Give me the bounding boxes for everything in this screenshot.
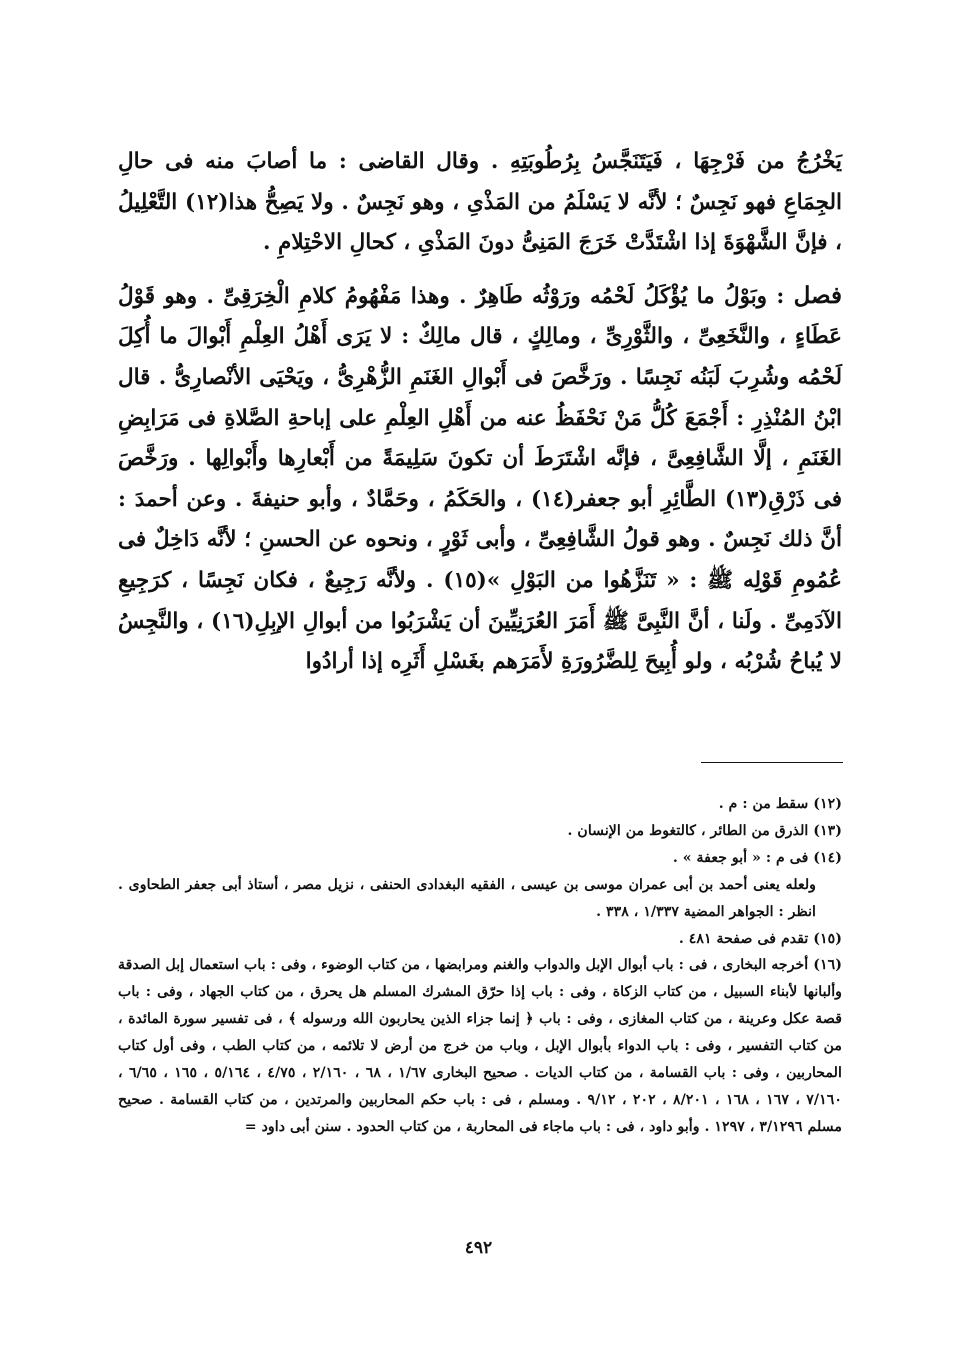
footnote-15: (١٥) تقدم فى صفحة ٤٨١ . — [678, 930, 842, 947]
fasl-text: : وبَوْلُ ما يُؤْكَلُ لَحْمُه ورَوْثُه طَاهِرٌ . وهذا مَفْهُومُ كلامِ الْخِرَقِىِّ . وهو قَوْلُ عَطَاءٍ ، والنَّخَعِىِّ ، والثَّوْرِىِّ ، ومالِكٍ ، قال مالِكٌ : لا يَرَى أَهْلُ العِلْمِ أَبْوالَ ما أُكِلَ لَحْمُه وشُرِبَ لَبَنُه نَجِسًا . ورَخَّصَ فى أَبْوالِ الغَنَمِ الزُّهْرِىُّ ، ويَحْيَى الأنْصارِىُّ . قال ابْنُ المُنْذِرِ : أَجْمَعَ كُلُّ مَنْ نَحْفَظُ عنه من أَهْلِ العِلْمِ على إباحةِ الصَّلاةِ فى مَرَابِضِ الغَنَمِ ، إلَّا الشَّافِعِىَّ ، فإنَّه اشْتَرَطَ أن تكونَ سَلِيمَةً من أَبْعارِها وأَبْوالِها . ورَخَّصَ فى ذَرْقِ(١٣) الطَّائِرِ أبو جعفر(١٤) ، والحَكَمُ ، وحَمَّادٌ ، وأبو حنيفةَ . وعن أحمدَ : أنَّ ذلك نَجِسٌ . وهو قولُ الشَّافِعِىِّ ، وأبى ثَوْرٍ ، ونحوه عن الحسنِ ؛ لأنَّه دَاخِلٌ فى عُمُومِ قَوْلِه ﷺ : « تَنَزَّهُوا من البَوْلِ »(١٥) . ولأنَّه رَجِيعٌ ، فكان نَجِسًا ، كرَجِيعِ الآدَمِىِّ . ولَنا ، أنَّ النَّبِىَّ ﷺ أَمَرَ العُرَنِيِّينَ أن يَشْرَبُوا من أبوالِ الإبِلِ(١٦) ، والنَّجِسُ لا يُباحُ شُرْبُه ، ولو أُبِيحَ لِلضَّرُورَةِ لأَمَرَهم بغَسْلِ أَثَرِه إذا أرادُوا — [118, 283, 842, 675]
footnote-12: (١٢) سقط من : م . — [718, 796, 842, 812]
footnote-13: (١٣) الذرق من الطائر ، كالتغوط من الإنسان . — [567, 822, 842, 839]
footnote-14-comment: ولعله يعنى أحمد بن أبى عمران موسى بن عيسى ، الفقيه البغدادى الحنفى ، نزيل مصر ، أستاذ أبى جعفر الطحاوى . انظر : الجواهر المضية ١/٣٣٧ ، ٣٣٨ . — [118, 876, 816, 920]
main-text — [118, 142, 842, 683]
paragraph-fasl — [118, 276, 842, 683]
footnotes — [118, 791, 842, 1141]
paragraph-intro: يَخْرُجُ من فَرْجِهَا ، فَيَتَنَجَّسُ بِرُطُوبَتِهِ . وقال القاضى : ما أصابَ منه فى حالِ الجِمَاعِ فهو نَجِسٌ ؛ لأنَّه لا يَسْلَمُ من المَذْىِ ، وهو نَجِسٌ . ولا يَصِحُّ هذا(١٢) التَّعْلِيلُ ، فإنَّ الشَّهْوَةَ إذا اشْتَدَّتْ خَرَجَ المَنِىُّ دونَ المَذْىِ ، كحالِ الاحْتِلامِ . — [118, 149, 842, 256]
footnote-16: (١٦) أخرجه البخارى ، فى : باب أبوال الإبل والدواب والغنم ومرابضها ، من كتاب الوضوء ، وفى : باب استعمال إبل الصدقة وألبانها لأبناء السبيل ، من كتاب الزكاة ، وفى : باب إذا حرّق المشرك المسلم هل يحرق ، من كتاب الجهاد ، وفى : باب قصة عكل وعرينة ، من كتاب المغازى ، وفى : باب ﴿ إنما جزاء الذين يحاربون الله ورسوله ﴾ ، فى تفسير سورة المائدة ، من كتاب التفسير ، وفى : باب الدواء بأبوال الإبل ، وباب من خرج من أرض لا تلائمه ، من كتاب الطب ، وفى أول كتاب المحاربين ، وفى : باب القسامة ، من كتاب الديات . صحيح البخارى ١/٦٧ ، ٦٨ ، ٢/١٦٠ ، ٤/٧٥ ، ٥/١٦٤ ، ١٦٥ ، ٦/٦٥ ، ٧/١٦٠ ، ١٦٧ ، ١٦٨ ، ٨/٢٠١ ، ٢٠٢ ، ٩/١٢ . ومسلم ، فى : باب حكم المحاربين والمرتدين ، من كتاب القسامة . صحيح مسلم ٣/١٢٩٦ ، ١٢٩٧ . وأبو داود ، فى : باب ماجاء فى المحاربة ، من كتاب الحدود . سنن أبى داود = — [118, 957, 842, 1135]
footnote-14: (١٤) فى م : « أبو جعفة » . — [672, 849, 842, 866]
fasl-heading: فصل — [793, 281, 842, 309]
page-number: ٤٩٢ — [464, 1238, 493, 1258]
footnote-separator — [701, 762, 843, 763]
